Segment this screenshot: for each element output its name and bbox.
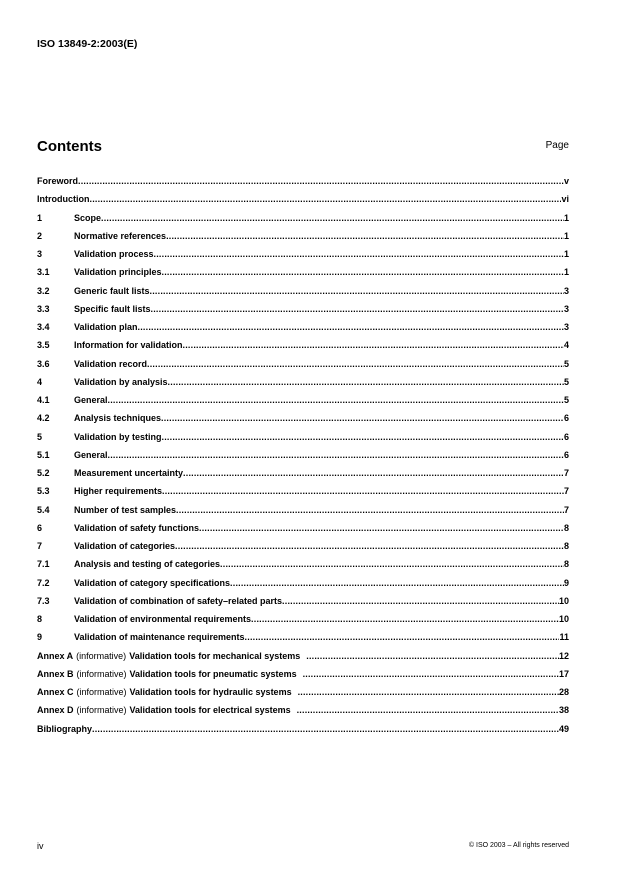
toc-entry-title: Introduction: [37, 194, 90, 205]
table-of-contents: [37, 176, 569, 742]
toc-dot-leader: [183, 468, 564, 478]
annex-label: Annex B: [37, 668, 74, 679]
toc-dot-leader: [230, 578, 564, 588]
toc-dot-leader: [108, 450, 564, 460]
toc-entry-number: 8: [37, 614, 43, 624]
toc-entry-number: 3.3: [37, 303, 50, 314]
toc-entry[interactable]: [37, 450, 569, 468]
toc-dot-leader: [101, 213, 564, 223]
toc-entry-title: Validation by analysis: [74, 376, 168, 387]
annex-label: Annex C: [37, 687, 74, 697]
toc-entry-page: 7: [563, 468, 569, 478]
annex-label: Annex D: [37, 705, 74, 716]
annex-title: Validation tools for pneumatic systems: [129, 668, 297, 679]
toc-entry-page: 6: [563, 431, 569, 442]
toc-entry-title: Information for validation: [74, 340, 183, 351]
toc-entry[interactable]: [37, 614, 569, 632]
toc-dot-leader: [150, 286, 564, 296]
toc-entry-number: 5.3: [37, 486, 50, 497]
toc-annex-entry[interactable]: [37, 669, 569, 687]
toc-entry[interactable]: [37, 468, 569, 486]
toc-entry-page: 5: [563, 358, 569, 369]
toc-entry-title: Validation principles: [74, 267, 162, 278]
toc-entry-number: 3.5: [37, 340, 50, 351]
toc-entry-title: General: [74, 449, 108, 460]
toc-entry-title: Number of test samples: [74, 504, 177, 515]
toc-entry-title: Validation of category specifications: [74, 577, 231, 588]
toc-dot-leader: [303, 669, 559, 679]
footer-copyright: © ISO 2003 – All rights reserved: [468, 842, 569, 849]
toc-entry-page: vi: [561, 194, 569, 205]
toc-dot-leader: [251, 614, 559, 624]
toc-entry-page: 4: [563, 340, 569, 351]
contents-heading: Contents: [37, 138, 102, 155]
toc-entry-number: 7.2: [37, 577, 50, 588]
toc-entry-number: 9: [37, 632, 43, 643]
annex-type: (informative): [76, 650, 127, 661]
toc-entry[interactable]: [37, 559, 569, 577]
toc-entry-number: 3.4: [37, 322, 50, 332]
toc-entry-page: 8: [563, 522, 569, 533]
toc-entry-number: 1: [37, 212, 43, 223]
toc-entry-title: Specific fault lists: [74, 303, 151, 314]
toc-entry-title: Scope: [74, 212, 102, 223]
toc-dot-leader: [176, 505, 564, 515]
toc-entry-page: 10: [558, 614, 569, 624]
toc-entry[interactable]: [37, 176, 569, 194]
toc-entry-page: 1: [563, 249, 569, 259]
toc-entry-title: General: [74, 395, 108, 405]
bibliography-page: 49: [558, 723, 569, 734]
toc-entry-title: Foreword: [37, 176, 79, 186]
toc-dot-leader: [108, 395, 564, 405]
toc-entry-number: 3.2: [37, 285, 50, 296]
toc-entry-title: Analysis techniques: [74, 413, 162, 424]
toc-dot-leader: [162, 486, 564, 496]
bibliography-title: Bibliography: [37, 723, 93, 734]
toc-entry-page: 1: [563, 267, 569, 278]
toc-entry-title: Validation of environmental requirements: [74, 614, 252, 624]
toc-dot-leader: [154, 249, 564, 259]
toc-entry-page: 6: [563, 413, 569, 424]
toc-entry-title: Generic fault lists: [74, 285, 150, 296]
toc-entry-title: Higher requirements: [74, 486, 163, 497]
toc-entry[interactable]: [37, 578, 569, 596]
toc-dot-leader: [161, 413, 564, 423]
toc-entry-number: 5.1: [37, 449, 50, 460]
page-column-label: Page: [545, 140, 569, 151]
annex-title: Validation tools for mechanical systems: [129, 650, 301, 661]
toc-annex-entry[interactable]: [37, 705, 569, 723]
toc-entry-title: Validation of safety functions: [74, 522, 200, 533]
toc-entry[interactable]: [37, 340, 569, 358]
toc-entry-page: 1: [563, 230, 569, 241]
toc-annex-entry[interactable]: [37, 651, 569, 669]
toc-dot-leader: [220, 559, 564, 569]
toc-entry-number: 3.6: [37, 358, 50, 369]
toc-entry-number: 7.1: [37, 559, 50, 570]
toc-entry-title: Validation by testing: [74, 431, 162, 442]
annex-label: Annex A: [37, 650, 74, 661]
toc-dot-leader: [175, 541, 564, 551]
annex-page: 12: [558, 650, 569, 661]
toc-entry[interactable]: [37, 541, 569, 559]
toc-entry-page: 3: [563, 322, 569, 332]
document-id: ISO 13849-2:2003(E): [37, 38, 138, 50]
toc-entry[interactable]: [37, 304, 569, 322]
toc-entry[interactable]: [37, 395, 569, 413]
toc-dot-leader: [166, 231, 564, 241]
toc-dot-leader: [162, 267, 564, 277]
toc-dot-leader: [138, 322, 564, 332]
toc-annex-entry[interactable]: [37, 687, 569, 705]
toc-entry-number: 4: [37, 376, 43, 387]
toc-entry-number: 6: [37, 522, 43, 533]
toc-entry-title: Validation plan: [74, 322, 138, 332]
toc-entry-title: Validation of combination of safety–related parts: [74, 595, 283, 606]
toc-entry[interactable]: [37, 486, 569, 504]
toc-entry[interactable]: [37, 413, 569, 431]
toc-entry-number: 7: [37, 541, 43, 551]
toc-entry[interactable]: [37, 213, 569, 231]
toc-entry[interactable]: [37, 523, 569, 541]
annex-title: Validation tools for hydraulic systems: [129, 687, 292, 697]
toc-entry-page: v: [563, 176, 569, 186]
toc-dot-leader: [151, 304, 564, 314]
toc-entry-page: 6: [563, 449, 569, 460]
toc-entry-number: 5.4: [37, 504, 50, 515]
toc-entry[interactable]: [37, 249, 569, 267]
toc-entry-number: 5: [37, 431, 43, 442]
toc-entry-number: 4.1: [37, 395, 50, 405]
toc-dot-leader: [298, 687, 559, 697]
toc-entry[interactable]: [37, 377, 569, 395]
toc-entry-page: 5: [563, 395, 569, 405]
toc-entry-page: 3: [563, 285, 569, 296]
toc-entry-page: 7: [563, 486, 569, 497]
annex-page: 28: [558, 687, 569, 697]
toc-entry-number: 4.2: [37, 413, 50, 424]
toc-entry-page: 8: [563, 559, 569, 570]
toc-entry[interactable]: [37, 632, 569, 650]
toc-entry-page: 5: [563, 376, 569, 387]
toc-entry-title: Validation process: [74, 249, 154, 259]
toc-entry-page: 9: [563, 577, 569, 588]
toc-dot-leader: [183, 340, 564, 350]
toc-entry[interactable]: [37, 322, 569, 340]
toc-entry-page: 10: [558, 595, 569, 606]
toc-entry-title: Validation record: [74, 358, 148, 369]
toc-entry-page: 8: [563, 541, 569, 551]
toc-entry[interactable]: [37, 231, 569, 249]
annex-type: (informative): [76, 705, 127, 716]
annex-page: 17: [558, 668, 569, 679]
annex-type: (informative): [76, 687, 127, 697]
toc-dot-leader: [90, 194, 562, 204]
annex-type: (informative): [76, 668, 127, 679]
toc-entry-title: Measurement uncertainty: [74, 468, 184, 478]
toc-dot-leader: [78, 176, 564, 186]
annex-title: Validation tools for electrical systems: [129, 705, 291, 716]
toc-entry[interactable]: [37, 286, 569, 304]
toc-entry-title: Analysis and testing of categories: [74, 559, 221, 570]
toc-entry-title: Validation of categories: [74, 541, 176, 551]
toc-dot-leader: [297, 705, 559, 715]
toc-entry[interactable]: [37, 505, 569, 523]
toc-dot-leader: [162, 432, 564, 442]
toc-entry[interactable]: [37, 432, 569, 450]
footer-page-number: iv: [37, 841, 44, 851]
toc-dot-leader: [282, 596, 559, 606]
toc-dot-leader: [147, 359, 564, 369]
toc-entry-page: 7: [563, 504, 569, 515]
toc-entry-title: Validation of maintenance requirements: [74, 632, 245, 643]
toc-dot-leader: [306, 651, 559, 661]
toc-entry-page: 1: [563, 212, 569, 223]
toc-entry-page: 11: [559, 632, 569, 643]
toc-dot-leader: [168, 377, 564, 387]
toc-entry-number: 7.3: [37, 595, 50, 606]
toc-entry[interactable]: [37, 596, 569, 614]
toc-entry[interactable]: [37, 267, 569, 285]
annex-page: 38: [558, 705, 569, 716]
toc-entry[interactable]: [37, 359, 569, 377]
toc-dot-leader: [92, 724, 559, 734]
toc-dot-leader: [199, 523, 564, 533]
toc-entry-number: 5.2: [37, 468, 50, 478]
toc-entry-number: 3.1: [37, 267, 50, 278]
toc-dot-leader: [245, 632, 560, 642]
toc-entry-number: 3: [37, 249, 43, 259]
toc-bibliography[interactable]: [37, 724, 569, 742]
toc-entry-title: Normative references: [74, 230, 167, 241]
toc-entry-page: 3: [563, 303, 569, 314]
toc-entry[interactable]: [37, 194, 569, 212]
toc-entry-number: 2: [37, 230, 43, 241]
